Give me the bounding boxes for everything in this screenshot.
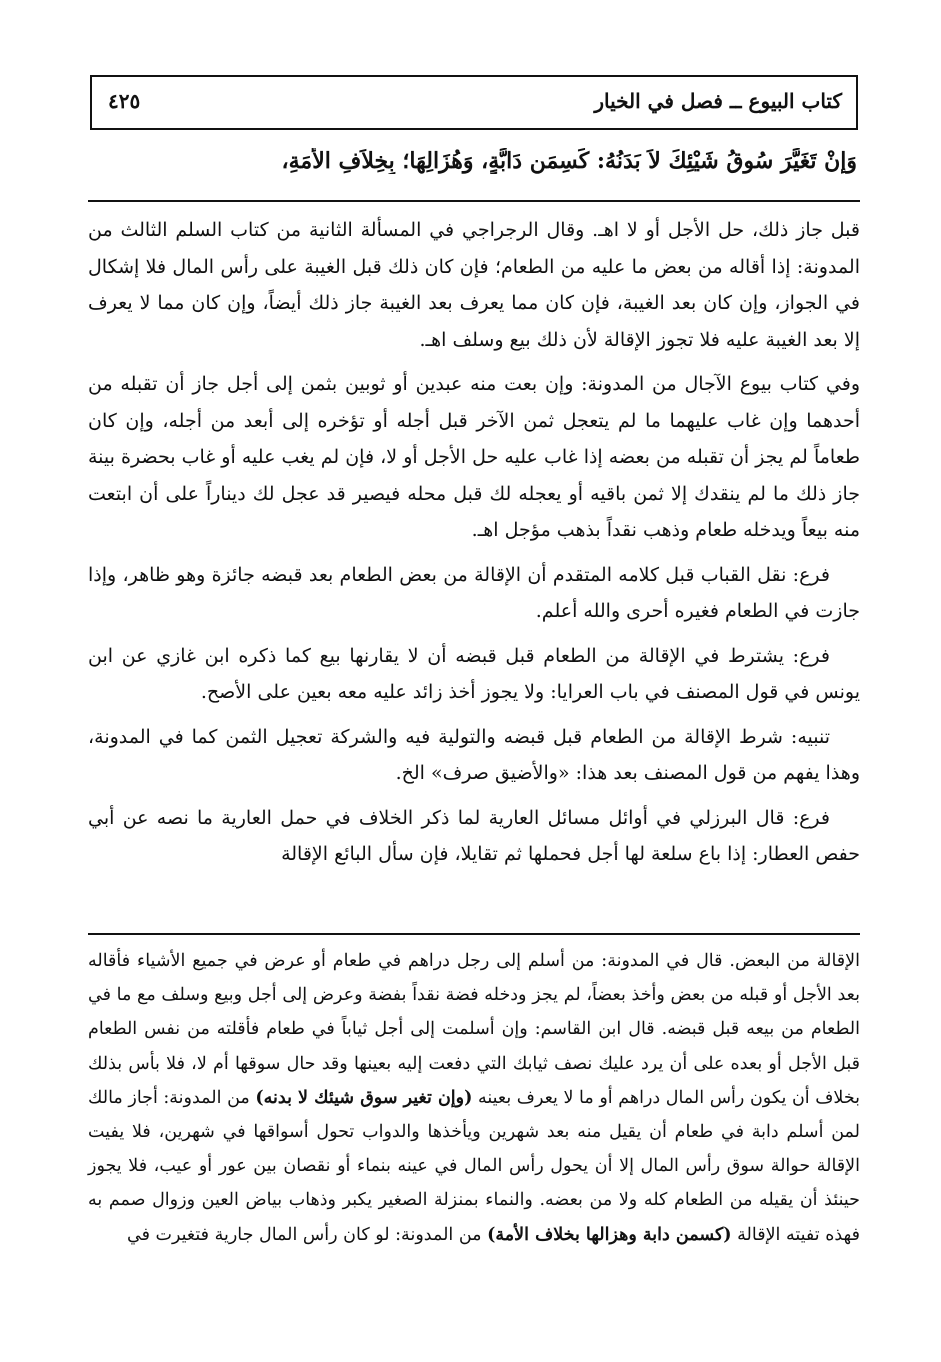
- paragraph: تنبيه: شرط الإقالة من الطعام قبل قبضه والتولية فيه والشركة تعجيل الثمن كما في المدونة، وهذا يفهم من قول المصنف بعد هذا: «والأضيق صرف» الخ.: [88, 725, 860, 784]
- paragraph: فرع: قال البرزلي في أوائل مسائل العارية لما ذكر الخلاف في حمل العارية ما نصه عن أبي حفص العطار: إذا باع سلعة لها أجل فحملها ثم تقايلا، فإن سأل البائع الإقالة: [88, 806, 860, 865]
- page-number: ٤٢٥: [108, 89, 141, 113]
- top-divider: [88, 200, 860, 202]
- footnote-segment: من المدونة: لو كان رأس المال جارية فتغيرت في: [127, 1224, 488, 1245]
- footnote-segment: الإقالة من البعض. قال في المدونة: من أسلم إلى رجل دراهم في طعام أو عرض في جميع الأشياء فأقاله بعد الأجل أو قبله من بعض وأخذ بعضاً، لم يجز ودخله فضة نقداً بفضة وعرض إلى أجل وبيع وسلف مع ما في الطعام من بيعه قبل قبضه. قال ابن القاسم: وإن أسلمت إلى أجل ثياباً في طعام فأقلته من نفس الطعام قبل الأجل أو بعده على أن يرد عليك نصف ثيابك التي دفعت إليه بعينها وقد حال سوقها أم لا، فلا بأس بذلك بخلاف أن يكون رأس المال دراهم أو ما لا يعرف بعينه: [88, 951, 860, 1108]
- footnote-segment: من المدونة: أجاز مالك لمن أسلم دابة في طعام أن يقيل منه بعد شهرين ويأخذها والدواب تحول أسواقها في شهرين، فلا يفيت الإقالة حوالة سوق رأس المال إلا أن يحول رأس المال في عينه بنماء أو نقصان بين عور أو عيب، فلا يجوز حينئذ أن يقيله من الطعام كله ولا من بعضه. والنماء بمنزلة الصغير يكبر وذهاب بياض العين وزوال صمم به فهذه تفيته الإقالة: [88, 1087, 860, 1245]
- commentary-text: [88, 212, 860, 881]
- paragraph: قبل جاز ذلك، حل الأجل أو لا اهـ. وقال الرجراجي في المسألة الثانية من كتاب السلم الثالث من المدونة: إذا أقاله من بعض ما عليه من الطعام؛ فإن كان ذلك قبل الغيبة على رأس المال فلا إشكال في الجواز، وإن كان بعد الغيبة، فإن كان مما يعرف بعد الغيبة جاز ذلك أيضاً، وإن كان مما لا يعرف إلا بعد الغيبة عليه فلا تجوز الإقالة لأن ذلك بيع وسلف اهـ.: [88, 219, 860, 351]
- quoted-matn: (كسمن دابة وهزالها بخلاف الأمة): [487, 1224, 732, 1245]
- chapter-title: كتاب البيوع ــ فصل في الخيار: [594, 89, 842, 113]
- paragraph: وفي كتاب بيوع الآجال من المدونة: وإن بعت منه عبدين أو ثوبين بثمن إلى أجل جاز أن تقبله من أحدهما وإن غاب عليهما ما لم يتعجل ثمن الآخر قبل أجله أو تؤخره إلى أبعد من أجله، وإن كان طعاماً لم يجز أن تقبله من بعضه إذا غاب عليه حل الأجل أو لا، فإن لم يغب عليه أو غاب بحضرة بينة جاز ذلك ما لم ينقدك إلا ثمن باقيه أو يعجله لك قبل محله فيصير قد عجل لك ديناراً على أن ابتعت منه بيعاً ويدخله طعام وذهب نقداً بذهب مؤجل اهـ.: [88, 373, 860, 541]
- matn-verse: وَإِنْ تَغَيَّرَ سُوقُ شَيْئِكَ لاَ بَدَنُهُ: كَسِمَنِ دَابَّةٍ، وَهُزَالِهَا؛ بِخِلاَفِ الأَمَةِ،: [281, 148, 857, 174]
- footnote-text: [88, 944, 860, 1252]
- paragraph: فرع: يشترط في الإقالة من الطعام قبل قبضه أن لا يقارنها بيع كما ذكره ابن غازي عن ابن يونس في قول المصنف في باب العرايا: ولا يجوز أخذ زائد عليه معه بعين على الأصح.: [88, 644, 860, 703]
- footnote-divider: [88, 933, 860, 935]
- paragraph: فرع: نقل القباب قبل كلامه المتقدم أن الإقالة من بعض الطعام بعد قبضه جائزة وهو ظاهر، وإذا جازت في الطعام فغيره أحرى والله أعلم.: [88, 563, 860, 622]
- footnote-paragraph: [88, 944, 860, 1252]
- quoted-matn: (وإن تغير سوق شيئك لا بدنه): [255, 1087, 473, 1108]
- running-header: [90, 75, 858, 130]
